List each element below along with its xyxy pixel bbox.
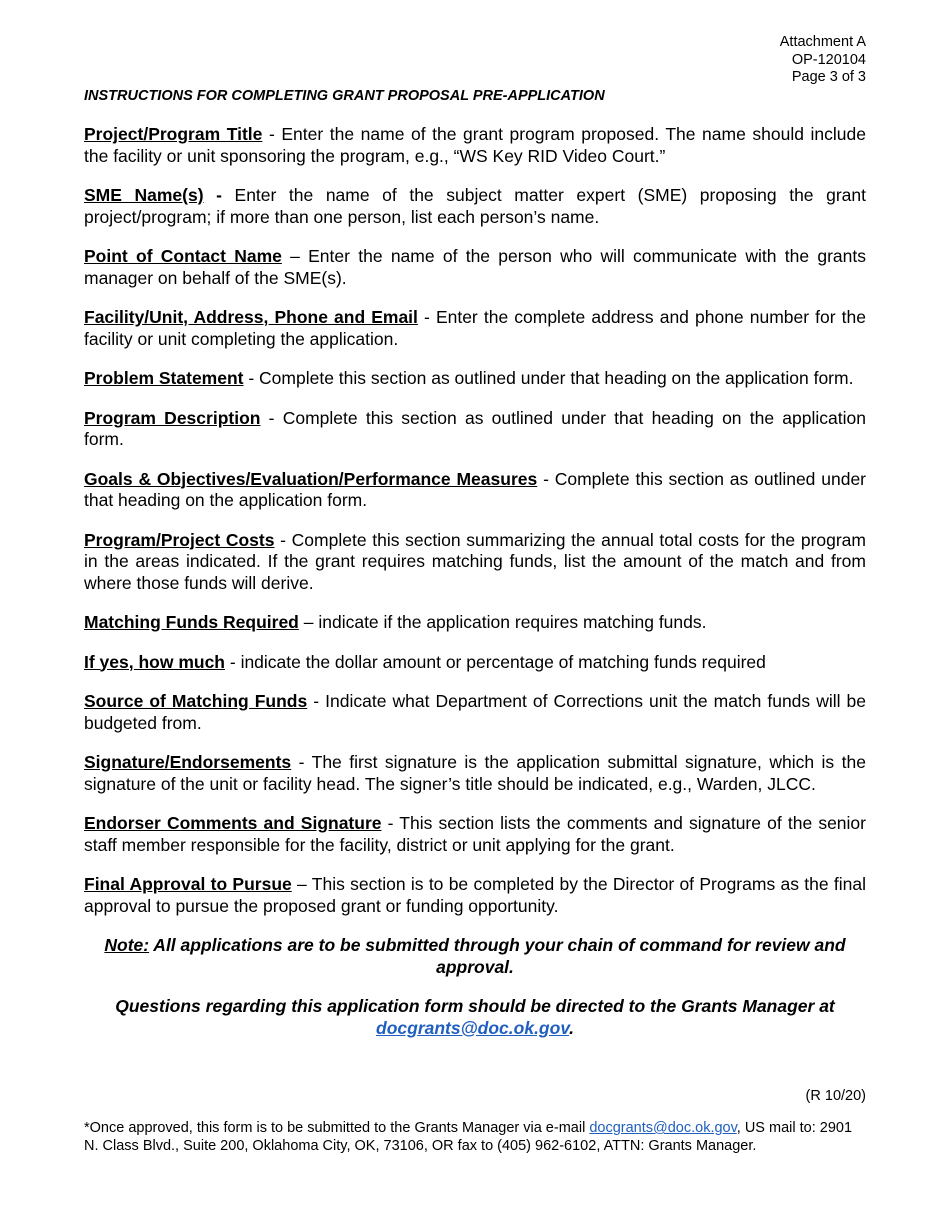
footer-note: *Once approved, this form is to be submitted to the Grants Manager via e-mail docgrants@doc.ok.gov, US mail to: 2901 N. Class Blvd., Suite 200, Oklahoma City, OK, 73106, OR fax to (405) 962-6102, ATTN: Grants Manager. [84,1120,853,1154]
instruction-text: Complete this section summarizing the annual total costs for the program in the areas indicated. If the grant requires matching funds, list the amount of the match and from where those funds will derive. [84,529,866,593]
document-code: OP-120104 [791,51,866,68]
page-number: Page 3 of 3 [791,69,866,85]
instruction-item: Problem Statement - Complete this section as outlined under that heading on the application form. [84,368,854,388]
attachment-label: Attachment A [779,34,866,50]
note-label: Note: [104,935,150,955]
questions-paragraph: Questions regarding this application form should be directed to the Grants Manager at docgrants@doc.ok.gov. [115,996,835,1038]
page-title: INSTRUCTIONS FOR COMPLETING GRANT PROPOSAL PRE-APPLICATION [84,88,605,104]
instruction-text: indicate the dollar amount or percentage of matching funds required [240,651,766,672]
instruction-item: If yes, how much - indicate the dollar amount or percentage of matching funds required [84,651,766,672]
instruction-term: Signature/Endorsements [84,752,292,772]
instruction-text: Complete this section as outlined under that heading on the application form. [259,368,854,388]
instruction-text: Enter the complete address and phone number for the facility or unit completing the application. [84,307,867,349]
instruction-text: indicate if the application requires matching funds. [318,612,707,632]
instructions-body [84,124,866,1057]
instruction-term: Source of Matching Funds [84,691,308,711]
instruction-term: Program/Project Costs [84,529,275,550]
instruction-term: Goals & Objectives/Evaluation/Performance Measures [84,468,538,489]
header-block [780,34,866,87]
revision-label: (R 10/20) [805,1088,866,1104]
instruction-item: Matching Funds Required – indicate if the application requires matching funds. [84,612,707,632]
instruction-item: Facility/Unit, Address, Phone and Email - Enter the complete address and phone number for the facility or unit completing the application. [84,307,867,349]
instruction-text: Enter the name of the person who will communicate with the grants manager on behalf of the SME(s). [84,246,866,288]
instruction-text: Enter the name of the grant program proposed. The name should include the facility or unit sponsoring the program, e.g., “WS Key RID Video Court.” [84,124,866,166]
instruction-text: Complete this section as outlined under that heading on the application form. [84,407,866,449]
instruction-item: Signature/Endorsements - The first signature is the application submittal signature, which is the signature of the unit or facility head. The signer’s title should be indicated, e.g., Warden, JLCC. [84,752,866,794]
instruction-item: Endorser Comments and Signature - This section lists the comments and signature of the senior staff member responsible for the facility, district or unit applying for the grant. [84,813,866,855]
instruction-term: SME Name(s) [84,185,204,205]
footer-email-link[interactable]: docgrants@doc.ok.gov [589,1120,737,1136]
instruction-term: If yes, how much [84,651,225,672]
instruction-item: Program/Project Costs - Complete this section summarizing the annual total costs for the program in the areas indicated. If the grant requires matching funds, list the amount of the match and from where those funds will derive. [84,529,866,593]
instruction-item: Goals & Objectives/Evaluation/Performance Measures - Complete this section as outlined under that heading on the application form. [84,468,866,510]
instruction-item: SME Name(s) - Enter the name of the subject matter expert (SME) proposing the grant project/program; if more than one person, list each person’s name. [84,185,866,227]
instruction-item: Point of Contact Name – Enter the name of the person who will communicate with the grants manager on behalf of the SME(s). [84,246,866,288]
instruction-term: Project/Program Title [84,124,263,144]
instruction-item: Program Description - Complete this section as outlined under that heading on the application form. [84,407,866,449]
note-text: All applications are to be submitted through your chain of command for review and approval. [149,935,846,977]
instruction-text: Indicate what Department of Corrections unit the match funds will be budgeted from. [84,691,866,733]
instruction-item: Project/Program Title - Enter the name of the grant program proposed. The name should include the facility or unit sponsoring the program, e.g., “WS Key RID Video Court.” [84,124,866,166]
note-paragraph [84,935,866,978]
instruction-text: Complete this section as outlined under that heading on the application form. [84,468,866,510]
instruction-item: Source of Matching Funds - Indicate what Department of Corrections unit the match funds will be budgeted from. [84,691,866,733]
instruction-text: Enter the name of the subject matter expert (SME) proposing the grant project/program; if more than one person, list each person’s name. [84,185,866,227]
grants-email-link[interactable]: docgrants@doc.ok.gov [376,1017,570,1038]
instruction-text: This section lists the comments and signature of the senior staff member responsible for the facility, district or unit applying for the grant. [84,813,866,855]
instruction-term: Endorser Comments and Signature [84,813,382,833]
instruction-item: Final Approval to Pursue – This section is to be completed by the Director of Programs as the final approval to pursue the proposed grant or funding opportunity. [84,874,866,916]
questions-text: Questions regarding this application form should be directed to the Grants Manager at [115,996,835,1016]
instruction-term: Program Description [84,407,261,428]
instruction-term: Matching Funds Required [84,612,299,632]
instruction-term: Problem Statement [84,368,244,388]
instruction-term: Final Approval to Pursue [84,874,292,894]
instruction-term: Facility/Unit, Address, Phone and Email [84,307,418,327]
instruction-term: Point of Contact Name [84,246,282,266]
instruction-text: This section is to be completed by the Director of Programs as the final approval to pursue the proposed grant or funding opportunity. [84,874,866,916]
instruction-text: The first signature is the application submittal signature, which is the signature of the unit or facility head. The signer’s title should be indicated, e.g., Warden, JLCC. [84,752,866,794]
